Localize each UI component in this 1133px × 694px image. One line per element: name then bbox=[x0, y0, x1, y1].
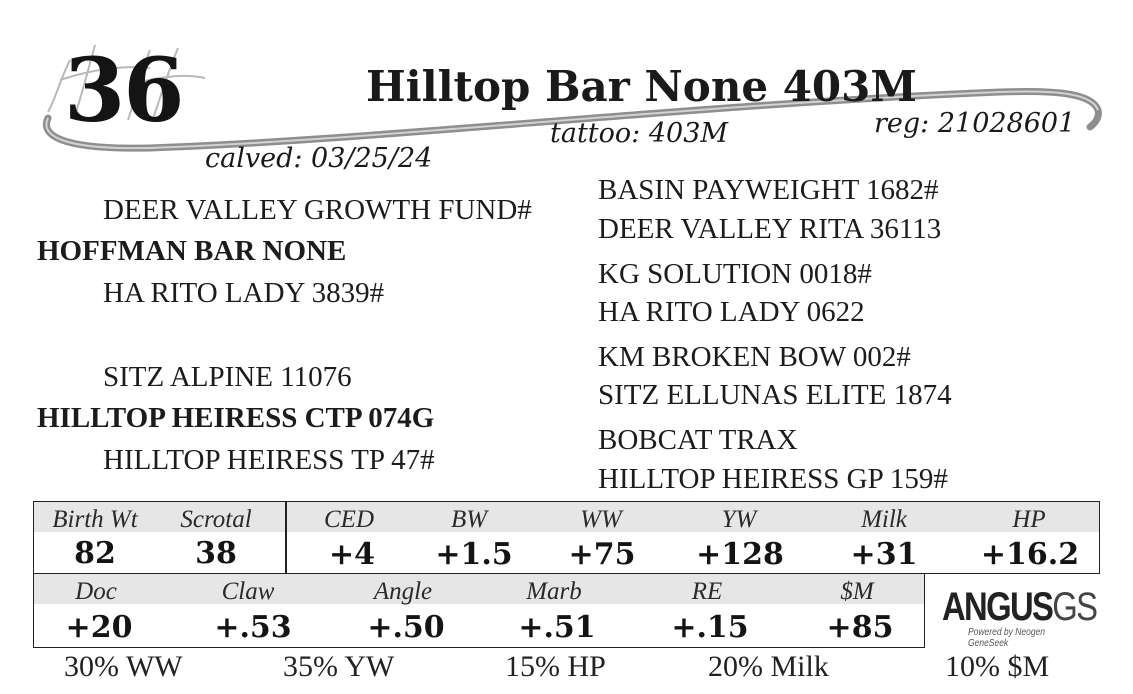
pedigree-dam-sire: SITZ ALPINE 11076 bbox=[103, 361, 352, 393]
epd-label: $M bbox=[840, 578, 874, 605]
lot-number: 36 bbox=[64, 38, 183, 142]
pedigree-sire-sire: DEER VALLEY GROWTH FUND# bbox=[103, 194, 532, 226]
index-weight: 35% YW bbox=[283, 650, 395, 683]
epd-value: +1.5 bbox=[435, 537, 513, 572]
index-weight: 15% HP bbox=[505, 650, 606, 683]
epd-label: Marb bbox=[526, 578, 582, 605]
index-weight: 30% WW bbox=[64, 650, 183, 683]
registration-number: reg: 21028601 bbox=[874, 108, 1076, 139]
pedigree-right-line: KG SOLUTION 0018# bbox=[598, 258, 872, 290]
epd-value: +.15 bbox=[671, 610, 749, 645]
logo-suffix: GS bbox=[1052, 585, 1097, 629]
epd-value: +4 bbox=[328, 537, 376, 572]
animal-name: Hilltop Bar None 403M bbox=[366, 62, 917, 111]
pedigree-right-line: HILLTOP HEIRESS GP 159# bbox=[598, 463, 948, 495]
pedigree-sire-dam: HA RITO LADY 3839# bbox=[103, 277, 385, 309]
epd-label: WW bbox=[580, 506, 622, 533]
actual-value: 82 bbox=[74, 536, 116, 571]
pedigree-right-line: KM BROKEN BOW 002# bbox=[598, 341, 911, 373]
epd-label: Doc bbox=[75, 578, 117, 605]
pedigree-right-line: HA RITO LADY 0622 bbox=[598, 296, 865, 328]
calved-date: calved: 03/25/24 bbox=[205, 143, 433, 174]
logo-word: ANGUS bbox=[942, 585, 1053, 629]
epd-value: +16.2 bbox=[980, 537, 1080, 572]
epd-table-row1 bbox=[33, 501, 1100, 574]
epd-value: +.53 bbox=[214, 610, 292, 645]
pedigree-right-line: BOBCAT TRAX bbox=[598, 424, 798, 456]
angus-gs-logo bbox=[942, 585, 1102, 647]
actuals-divider bbox=[285, 502, 287, 573]
actual-label: Scrotal bbox=[180, 506, 252, 533]
epd-label: BW bbox=[450, 506, 488, 533]
epd-value: +.50 bbox=[367, 610, 445, 645]
epd-table-row2 bbox=[33, 573, 925, 648]
epd-value: +.51 bbox=[518, 610, 596, 645]
epd-value: +128 bbox=[696, 537, 784, 572]
actual-label: Birth Wt bbox=[52, 506, 138, 533]
pedigree-sire: HOFFMAN BAR NONE bbox=[37, 235, 347, 267]
epd-label: Milk bbox=[861, 506, 907, 533]
epd-value: +85 bbox=[826, 610, 894, 645]
pedigree-dam: HILLTOP HEIRESS CTP 074G bbox=[37, 402, 435, 434]
pedigree-right-line: DEER VALLEY RITA 36113 bbox=[598, 213, 942, 245]
epd-label: RE bbox=[691, 578, 723, 605]
pedigree-right-line: SITZ ELLUNAS ELITE 1874 bbox=[598, 379, 952, 411]
tattoo: tattoo: 403M bbox=[550, 118, 729, 149]
pedigree-right-line: BASIN PAYWEIGHT 1682# bbox=[598, 174, 939, 206]
pedigree-dam-dam: HILLTOP HEIRESS TP 47# bbox=[103, 444, 435, 476]
logo-tagline: Powered by Neogen GeneSeek bbox=[968, 627, 1046, 649]
index-weight: 10% $M bbox=[945, 650, 1050, 683]
epd-value: +31 bbox=[850, 537, 918, 572]
epd-label: YW bbox=[721, 506, 757, 533]
epd-value: +75 bbox=[568, 537, 636, 572]
epd-value: +20 bbox=[65, 610, 133, 645]
epd-header-band bbox=[34, 574, 924, 604]
index-weight: 20% Milk bbox=[708, 650, 829, 683]
epd-label: Angle bbox=[373, 578, 433, 605]
epd-label: CED bbox=[324, 506, 374, 533]
actual-value: 38 bbox=[195, 536, 237, 571]
epd-label: Claw bbox=[221, 578, 275, 605]
epd-label: HP bbox=[1012, 506, 1046, 533]
